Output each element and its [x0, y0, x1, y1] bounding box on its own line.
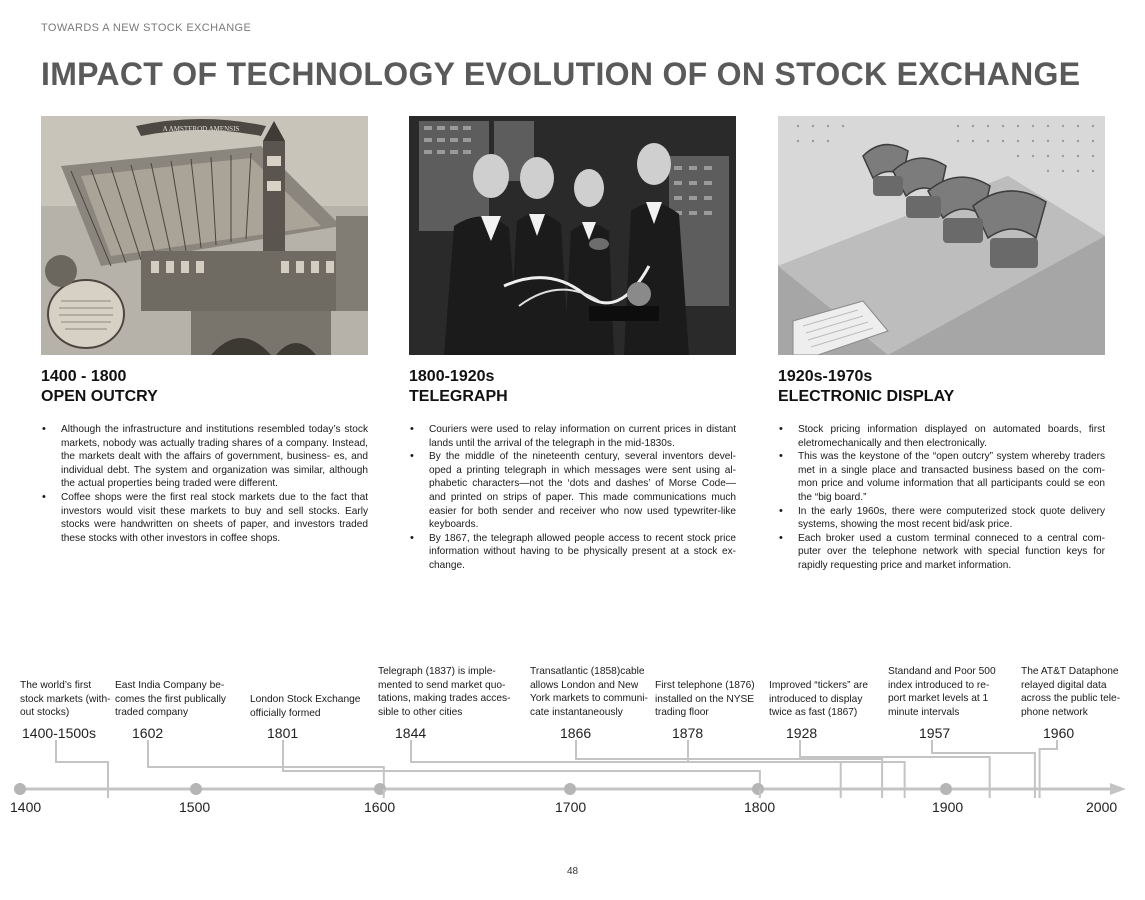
- timeline-connector: [932, 740, 1035, 789]
- axis-label: 1500: [179, 799, 211, 815]
- axis-label: 1400: [10, 799, 42, 815]
- telephone-terminals-photo: [778, 116, 1105, 355]
- timeline-connector: [800, 740, 990, 789]
- era-column-electronic-display: [778, 116, 1105, 573]
- timeline-event-year: 1866: [560, 725, 592, 741]
- svg-text:A AMSTEROD AMENSIS: A AMSTEROD AMENSIS: [162, 125, 240, 133]
- bullet-item: • In the early 1960s, there were computerized stock quote delivery systems, showing the most recent bid/ask price.: [778, 505, 1105, 532]
- axis-dot: [14, 783, 26, 795]
- era-bullet-list: [778, 423, 1105, 573]
- timeline-event-year: 1960: [1043, 725, 1075, 741]
- timeline-connector: [148, 740, 384, 789]
- era-bullet-list: [41, 423, 368, 545]
- bullet-item: • This was the keystone of the “open outcry” system whereby traders met in a single place and transacted business based on the com- mon price and volume information that all participants could se eon the “big board.”: [778, 450, 1105, 504]
- bullet-item: • Coffee shops were the first real stock markets due to the fact that investors would visit these markets to buy and sell stocks. Early stocks were handwritten on sheets of paper, and investors traded these stocks with other investors in coffee shops.: [41, 491, 368, 545]
- timeline-event-text: Transatlantic (1858)cable allows London and New York markets to communi- cate instantaneously: [530, 666, 648, 718]
- timeline-event-text: First telephone (1876) installed on the NYSE trading floor: [655, 680, 755, 719]
- timeline-connector: [576, 740, 882, 789]
- bullet-item: • Each broker used a custom terminal conneced to a central com- puter over the telephone network with special function keys for rapidly requesting price and market information.: [778, 532, 1105, 573]
- axis-label: 1600: [364, 799, 396, 815]
- page-title: IMPACT OF TECHNOLOGY EVOLUTION OF ON STOCK EXCHANGE: [41, 56, 1081, 92]
- timeline-event-text: Telegraph (1837) is imple- mented to send market quo- tations, making trades acces- sible to other cities: [378, 666, 511, 718]
- section-kicker: TOWARDS A NEW STOCK EXCHANGE: [41, 22, 252, 34]
- timeline-event-year: 1928: [786, 725, 818, 741]
- axis-dot: [190, 783, 202, 795]
- timeline-event-year: 1844: [395, 725, 427, 741]
- era-period: 1920s-1970s: [778, 368, 873, 385]
- timeline-event-text: Standand and Poor 500 index introduced to re- port market levels at 1 minute intervals: [888, 666, 996, 718]
- axis-dot: [940, 783, 952, 795]
- era-period: 1400 - 1800: [41, 368, 127, 385]
- axis-dot: [564, 783, 576, 795]
- timeline-axis: [0, 740, 1145, 800]
- era-column-telegraph: [409, 116, 736, 573]
- timeline-connector: [411, 740, 841, 789]
- timeline-event-text: East India Company be- comes the first publically traded company: [115, 680, 226, 719]
- bullet-item: • Stock pricing information displayed on automated boards, first eletromechanically and then electronically.: [778, 423, 1105, 450]
- timeline-event-text: London Stock Exchange officially formed: [250, 694, 361, 719]
- bullet-item: • By 1867, the telegraph allowed people access to recent stock price information without having to be physically present at a stock ex- change.: [409, 532, 736, 573]
- timeline-event-year: 1801: [267, 725, 299, 741]
- axis-label: 1900: [932, 799, 964, 815]
- axis-label: 1700: [555, 799, 587, 815]
- axis-label: 2000: [1086, 799, 1118, 815]
- timeline-event-year: 1957: [919, 725, 951, 741]
- era-column-open-outcry: [41, 116, 368, 545]
- axis-label: 1800: [744, 799, 776, 815]
- bullet-item: • Although the infrastructure and institutions resembled today’s stock markets, nobody was actually trading shares of a company. Instead, the markets dealt with the affairs of government, business- es, and individual debt. The system and organization was similar, although the actual properties being traded were different.: [41, 423, 368, 491]
- page-number: 48: [566, 866, 579, 877]
- timeline-event-year: 1602: [132, 725, 164, 741]
- era-heading: OPEN OUTCRY: [41, 388, 158, 405]
- era-bullet-list: [409, 423, 736, 573]
- timeline-event-text: Improved “tickers” are introduced to display twice as fast (1867): [769, 680, 869, 719]
- bullet-item: • By the middle of the nineteenth century, several inventors devel- oped a printing telegraph in which messages were sent using al- phabetic characters—not the ‘dots and dashes’ of Morse Code— and printed on strips of paper. This made communications much easier for both sender and receiver who now used typewriter-like keyboards.: [409, 450, 736, 532]
- timeline-connector: [688, 740, 905, 789]
- era-heading: TELEGRAPH: [409, 388, 508, 405]
- amsterdam-exchange-engraving-image: [41, 116, 368, 355]
- timeline-event-text: The AT&T Dataphone relayed digital data across the public tele- phone network: [1021, 666, 1121, 718]
- bullet-item: • Couriers were used to relay information on current prices in distant lands until the arrival of the telegraph in the mid-1830s.: [409, 423, 736, 450]
- era-period: 1800-1920s: [409, 368, 495, 385]
- timeline-connector: [1040, 740, 1057, 789]
- axis-dot: [752, 783, 764, 795]
- timeline-event-text: The world’s first stock markets (with- out stocks): [20, 680, 111, 719]
- telegraph-ticker-photo: [409, 116, 736, 355]
- timeline-event-year: 1400-1500s: [22, 725, 96, 741]
- timeline-connector: [56, 740, 108, 789]
- era-heading: ELECTRONIC DISPLAY: [778, 388, 955, 405]
- timeline-event-year: 1878: [672, 725, 704, 741]
